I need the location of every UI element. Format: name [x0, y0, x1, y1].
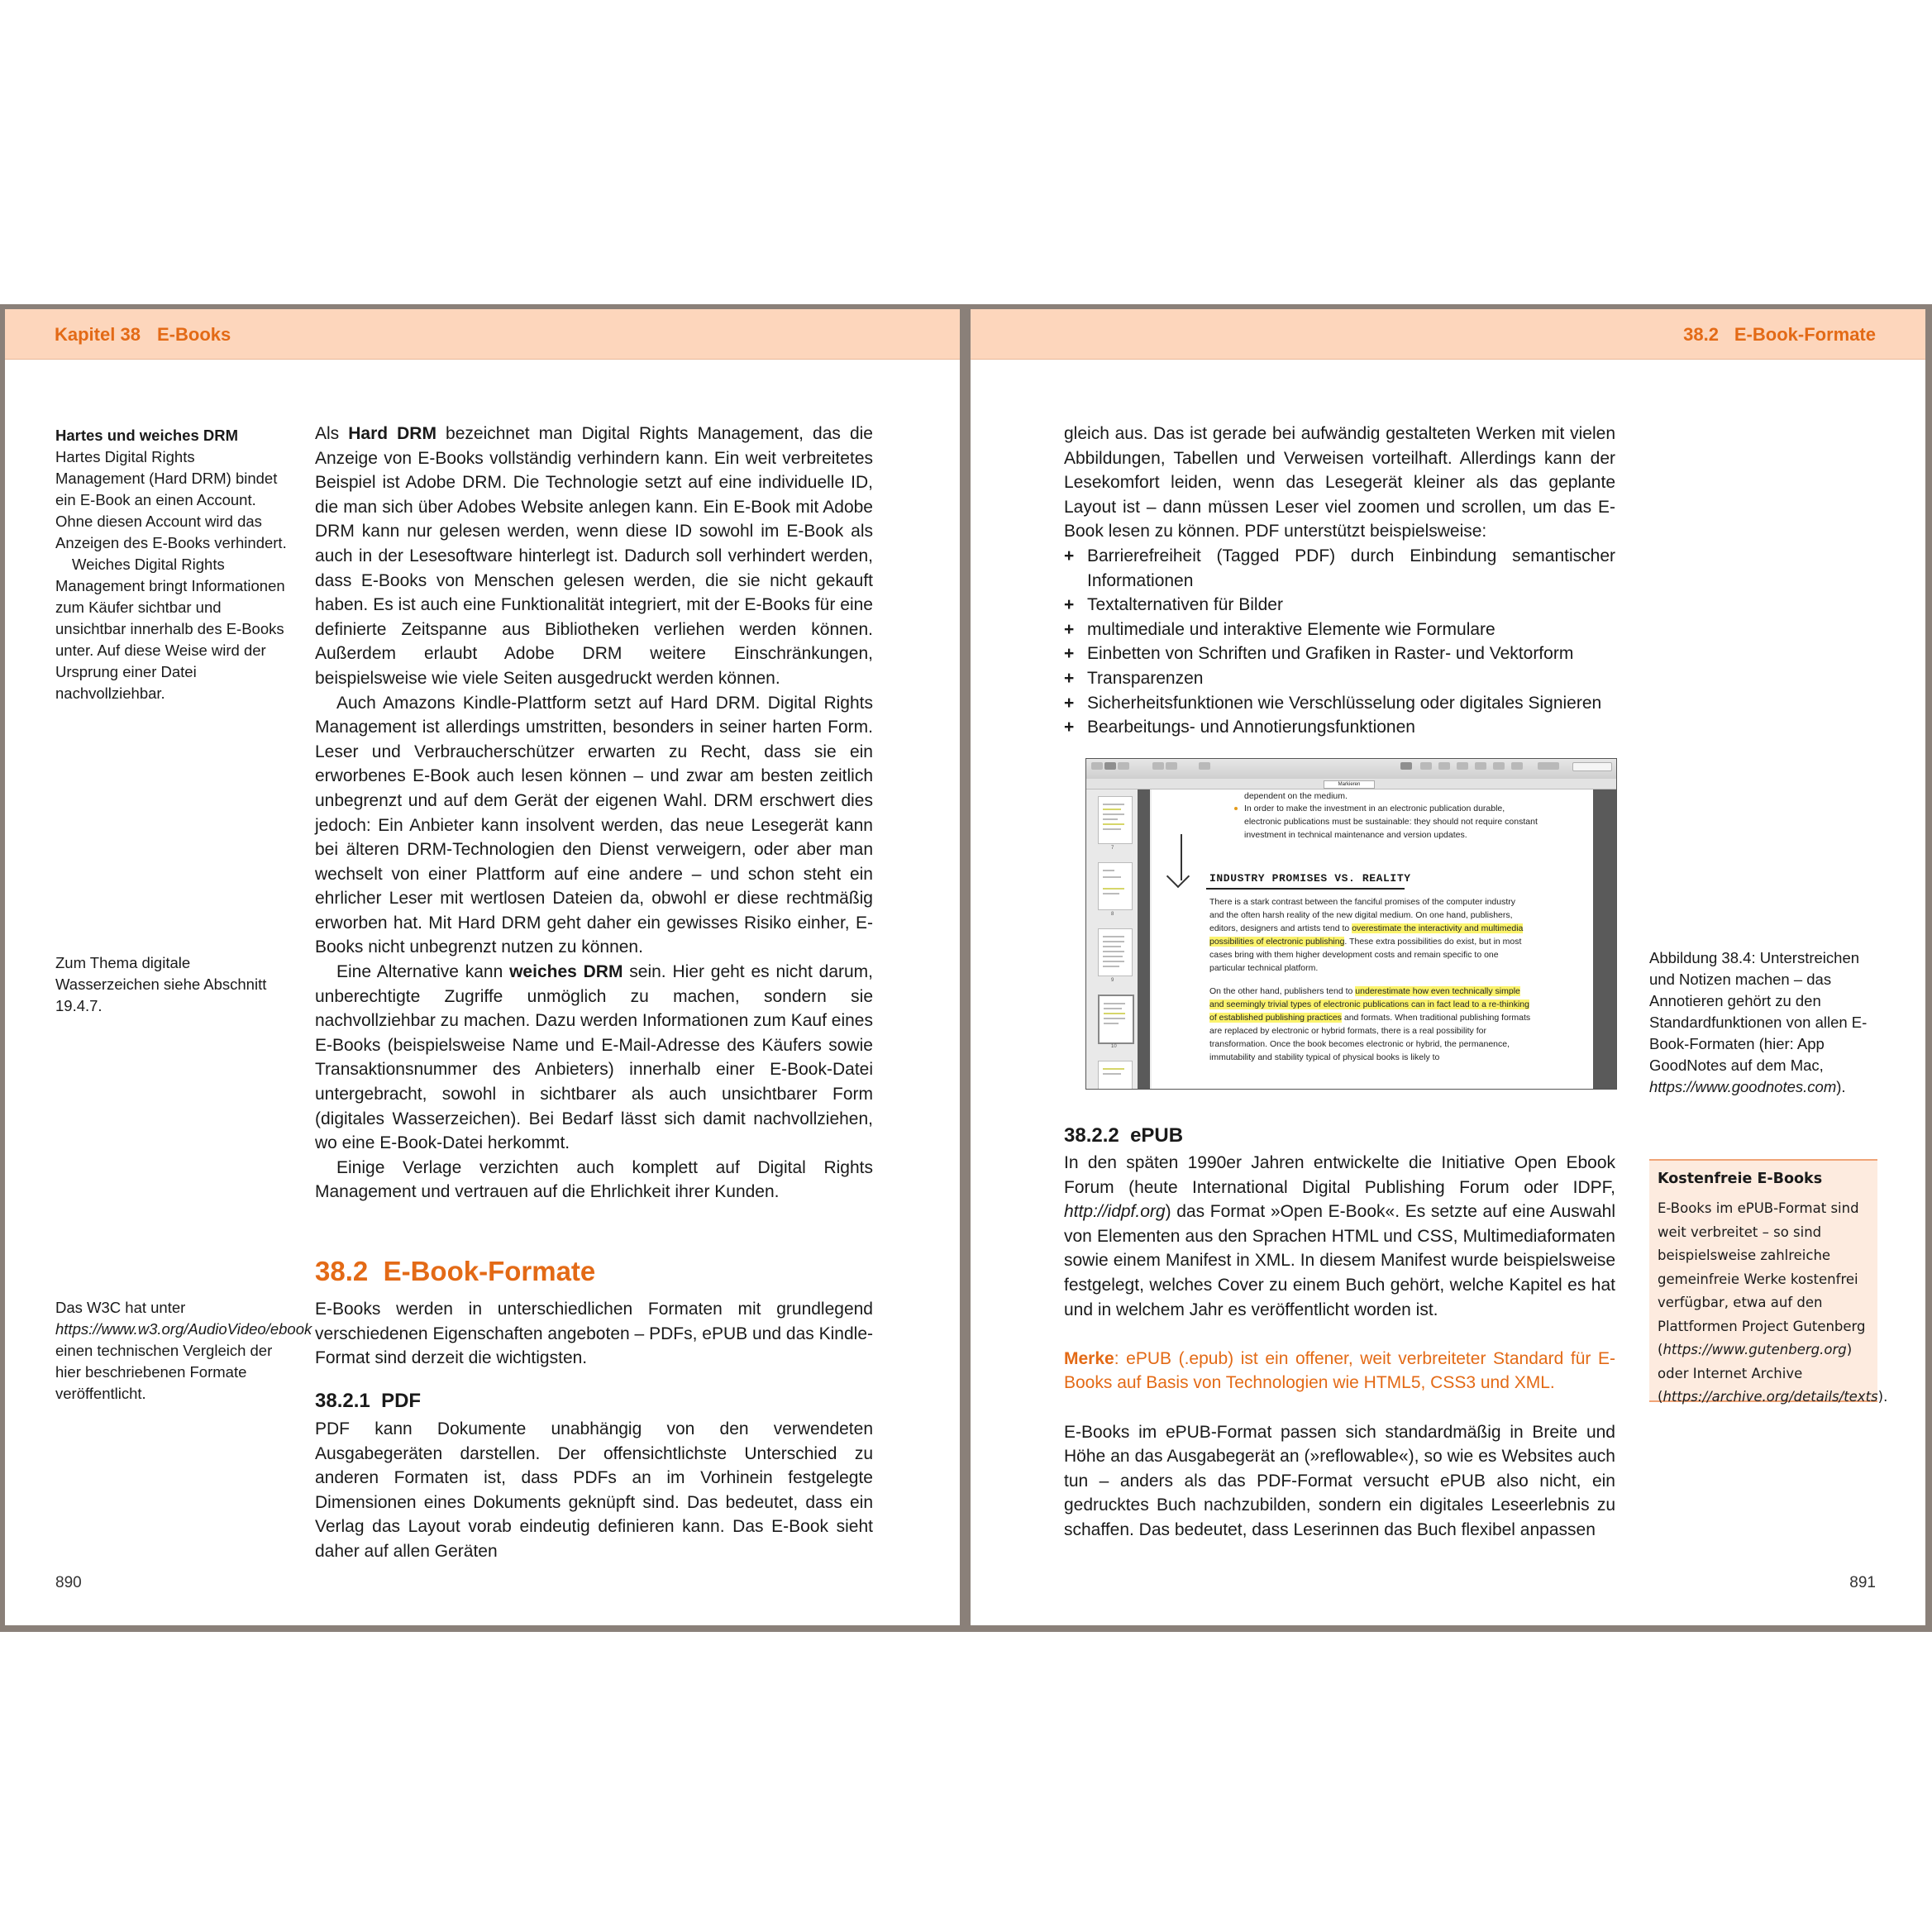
text: In den späten 1990er Jahren entwickelte die Initiative Open Ebook Forum (heute International Digital Publishing Forum oder IDPF,	[1064, 1153, 1615, 1197]
doc-heading: INDUSTRY PROMISES VS. REALITY	[1209, 872, 1411, 885]
paragraph: PDF kann Dokumente unabhängig von den verwendeten Ausgabegeräten darstellen. Der offensichtlichste Unterschied zu anderen Formaten ist, dass PDFs an im Vorhinein festgelegte Dimensionen eines Dokuments geknüpft sind. Das bedeutet, dass ein Verlag das Layout vorab eindeutig definieren kann. Das E-Book sieht daher auf allen Geräten	[315, 1419, 873, 1561]
markup-dropdown: Markieren	[1324, 780, 1375, 789]
section-number: 38.2	[1683, 324, 1719, 345]
margin-note-text: Zum Thema digitale Wasserzeichen siehe Abschnitt 19.4.7.	[55, 954, 267, 1014]
idpf-link[interactable]: http://idpf.org	[1064, 1202, 1166, 1222]
page-thumbnail-selected	[1098, 995, 1134, 1044]
list-item: + Textalternativen für Bilder	[1064, 593, 1615, 618]
right-page	[971, 309, 1925, 1625]
zoom-in-icon	[1166, 762, 1177, 770]
text: ) das Format »Open E-Book«. Es setzte auf eine Auswahl von Elementen aus den Sprachen HTML und CSS, Multimediaformaten sowie einem Manifest in XML. In diesem Manifest wurde beispielsweise festgelegt, welches Cover zu einem Buch gehört, welche Kapitel es hat und in welchem Jahr es veröffentlicht worden ist.	[1064, 1202, 1615, 1319]
archive-link[interactable]: https://archive.org/details/texts	[1662, 1389, 1878, 1405]
subsection-number: 38.2.2	[1064, 1124, 1119, 1147]
running-header-right	[971, 309, 1925, 360]
chapter-number: Kapitel 38	[55, 324, 141, 345]
term-hard-drm: Hard DRM	[348, 424, 436, 443]
text-icon	[1438, 762, 1450, 770]
pdf-text	[315, 1417, 873, 1564]
subsection-number: 38.2.1	[315, 1390, 370, 1412]
section-heading	[315, 1256, 595, 1287]
highlighted-text[interactable]: overestimate the interactivity and multimedia possibilities of electronic publishing	[1209, 923, 1524, 947]
doc-text: On the other hand, publishers tend to	[1209, 986, 1356, 996]
edit-pen-icon	[1511, 762, 1523, 770]
term-soft-drm: weiches DRM	[509, 962, 623, 982]
share-icon	[1538, 762, 1559, 770]
margin-note-text: Hartes Digital Rights Management (Hard DRM) bindet ein E-Book an einen Account. Ohne diesen Account wird das Anzeigen des E-Books verhindert.	[55, 448, 287, 551]
text: Als	[315, 424, 349, 443]
text: sein. Hier geht es nicht darum, unberechtigte Zugriffe unmöglich zu machen, sondern sie nachvollziehbar zu machen. Dazu werden Informationen zum Kauf eines E-Books (beispielsweise Name und E-Mail-Adresse des Käufers sowie Transaktionsnummer des Anbieters) innerhalb einer E-Book-Datei untergebracht, sowohl in sichtbarer als auch unsichtbarer Form (digitales Wasserzeichen). Bei Bedarf lässt sich damit nachvollziehen, wo eine E-Book-Datei herkommt.	[315, 962, 873, 1153]
section-number: 38.2	[315, 1256, 369, 1286]
view-icon	[1104, 762, 1116, 770]
figure-caption	[1649, 947, 1881, 1098]
caption-text: Abbildung 38.4: Unterstreichen und Notizen machen – das Annotieren gehört zu den Standardfunktionen von allen E-Book-Formaten (hier: App GoodNotes auf dem Mac,	[1649, 949, 1868, 1074]
edit-icon	[1420, 762, 1432, 770]
highlight-icon	[1400, 762, 1412, 770]
list-item: + Einbetten von Schriften und Grafiken in Raster- und Vektorform	[1064, 642, 1615, 666]
text: bezeichnet man Digital Rights Management, das die Anzeige von E-Books vollständig verhindern kann. Ein weit verbreitetes Beispiel ist Adobe DRM. Die Technologie setzt auf eine individuelle ID, die man sich über Adobes Website anlegen kann. Ein E-Book mit Adobe DRM kann nur gelesen werden, wenn diese ID sowohl im E-Book als auch in der Lesesoftware hinterlegt ist. Dadurch soll verhindert werden, dass E-Books von Menschen gelesen werden, die sie nicht gekauft haben. Es ist auch eine Funktionalität integriert, mit der E-Books für eine definierte Zeitspanne aus Bibliotheken verliehen werden können. Außerdem erlaubt Adobe DRM weitere Einschränkungen, beispielsweise wie viele Seiten ausgedruckt werden können.	[315, 424, 873, 688]
info-text: E-Books im ePUB-Format sind weit verbreitet – so sind beispielsweise zahlreiche gemeinfreie Werke kostenfrei verfügbar, etwa auf den Plattformen Project Gutenberg (	[1658, 1200, 1866, 1357]
doc-paragraph	[1209, 895, 1532, 975]
list-item: + Bearbeitungs- und Annotierungsfunktionen	[1064, 715, 1615, 740]
shape-icon	[1457, 762, 1468, 770]
paragraph: E-Books im ePUB-Format passen sich standardmäßig in Breite und Höhe an das Ausgabegerät an (»reflowable«), so wie es Websites auch tun – anders als das PDF-Format versucht ePUB also nicht, ein gedrucktes Buch nachzubilden, sondern ein digitales Leseerlebnis zu schaffen. Das bedeutet, dass Leserinnen das Buch flexibel anpassen	[1064, 1422, 1615, 1539]
section-title: E-Book-Formate	[383, 1256, 596, 1286]
info-box-title: Kostenfreie E-Books	[1658, 1171, 1823, 1187]
list-item: + Barrierefreiheit (Tagged PDF) durch Einbindung semantischer Informationen	[1064, 544, 1615, 593]
thumbnail-number: 10	[1111, 1044, 1117, 1049]
chapter-title: E-Books	[157, 324, 231, 345]
figure-screenshot	[1085, 758, 1617, 1090]
subsection-heading-epub	[1064, 1124, 1183, 1147]
running-header-left	[5, 309, 960, 360]
bullet-dot	[1234, 807, 1238, 810]
page-thumbnail	[1098, 928, 1133, 976]
doc-text: and formats. When traditional publishing formats are replaced by electronic or hybrid formats, there is a real possibility for transformation. Once the book becomes electronic or hybrid, the permanence, immutability and stability typical of physical books is likely to	[1209, 1013, 1531, 1062]
section-title: E-Book-Formate	[1734, 324, 1876, 345]
subsection-heading-pdf	[315, 1390, 421, 1413]
info-box-text	[1658, 1197, 1888, 1410]
highlighted-text[interactable]: underestimate how even technically simple and seemingly trivial types of electronic publications can in fact lead to a re-thinking of established publishing practices	[1209, 986, 1529, 1023]
margin-note-text: einen technischen Vergleich der hier beschriebenen Formate veröffentlicht.	[55, 1342, 273, 1402]
list-item: + multimediale und interaktive Elemente wie Formulare	[1064, 618, 1615, 642]
subsection-title: PDF	[381, 1390, 422, 1412]
search-field	[1572, 762, 1612, 771]
thumbnail-number: 8	[1111, 912, 1114, 917]
page-thumbnail	[1098, 1061, 1133, 1090]
merke-note	[1064, 1347, 1615, 1395]
gutenberg-link[interactable]: https://www.gutenberg.org	[1662, 1342, 1847, 1357]
doc-paragraph	[1209, 985, 1532, 1064]
pen-icon	[1475, 762, 1486, 770]
thumbnail-number: 9	[1111, 978, 1114, 983]
main-text-drm	[315, 422, 873, 1205]
section-intro	[315, 1297, 873, 1371]
list-item: + Sicherheitsfunktionen wie Verschlüsselung oder digitales Signieren	[1064, 691, 1615, 716]
doc-text: There is a stark contrast between the fanciful promises of the computer industry and the often harsh reality of the new digital medium. On one hand, publishers, editors, designers and artists tend to	[1209, 897, 1516, 933]
merke-text: : ePUB (.epub) ist ein offener, weit verbreiteter Standard für E-Books auf Basis von Technologien wie HTML5, CSS3 und XML.	[1064, 1348, 1615, 1393]
margin-note-w3c	[55, 1297, 312, 1405]
document-page	[1152, 789, 1593, 1089]
info-text: ) oder Internet Archive (	[1658, 1342, 1853, 1405]
page-thumbnail	[1098, 796, 1133, 844]
app-subbar	[1086, 779, 1616, 789]
margin-note-text: Das W3C hat unter	[55, 1299, 186, 1316]
subsection-title: ePUB	[1130, 1124, 1184, 1147]
arrow-head	[1166, 865, 1190, 888]
zoom-out-icon	[1152, 762, 1164, 770]
page-thumbnail	[1098, 862, 1133, 910]
paragraph: Auch Amazons Kindle-Plattform setzt auf Hard DRM. Digital Rights Management ist allerdings umstritten, besonders in seiner harten Form. Leser und Verbraucherschützer erwarten zu Recht, dass sie ein erworbenes E-Book auch lesen können – und zwar am besten zeitlich unbegrenzt und auf dem Gerät der eigenen Wahl. DRM erschwert dies jedoch: Ein Anbieter kann insolvent werden, das neue Lesegerät kann bei älteren DRM-Technologien den Dienst verweigern, oder aber man wechselt von einer Plattform auf eine andere – und schon steht ein ehrlicher Leser mit wertlosen Dateien da, obwohl er diese rechtmäßig erworben hat. Mit Hard DRM geht daher ein gewisses Risiko einher, E-Books nicht unbegrenzt nutzen zu können.	[315, 693, 873, 957]
caption-text: ).	[1836, 1078, 1846, 1095]
thumbnail-number: 7	[1111, 846, 1114, 851]
left-page	[5, 309, 960, 1625]
epub-text	[1064, 1151, 1615, 1543]
goodnotes-link[interactable]: https://www.goodnotes.com	[1649, 1078, 1837, 1095]
book-spread	[0, 304, 1932, 1632]
doc-bullet: dependent on the medium.	[1244, 791, 1348, 801]
pdf-continued	[1064, 422, 1615, 740]
margin-note-text: Weiches Digital Rights Management bringt Informationen zum Käufer sichtbar und unsichtbar innerhalb des E-Books unter. Auf diese Weise wird der Ursprung einer Datei nachvollziehbar.	[55, 556, 285, 702]
margin-note-title: Hartes und weiches DRM	[55, 427, 239, 444]
merke-label: Merke	[1064, 1348, 1114, 1368]
margin-note-watermark	[55, 952, 287, 1017]
page-shadow-right	[1593, 789, 1616, 1089]
insert-icon	[1199, 762, 1210, 770]
page-number: 890	[55, 1574, 82, 1591]
heading-underline	[1206, 888, 1405, 890]
doc-text: . These extra possibilities do exist, but in most cases bring with them higher development costs and remain specific to one particular technical platform.	[1209, 937, 1522, 973]
info-box-free-ebooks	[1649, 1159, 1888, 1405]
margin-note-drm	[55, 425, 287, 704]
doc-bullet: In order to make the investment in an electronic publication durable, electronic publications must be sustainable: they should not require constant investment in technical maintenance and version updates.	[1244, 804, 1538, 840]
marker-icon	[1493, 762, 1505, 770]
grid-icon	[1118, 762, 1129, 770]
paragraph: gleich aus. Das ist gerade bei aufwändig gestalteten Werken mit vielen Abbildungen, Tabellen und Verweisen vorteilhaft. Allerdings kann der Lesekomfort leiden, wenn das Lesegerät kleiner als das geplante Layout ist – dann müssen Leser viel zoomen und scrollen, um das E-Book lesen zu können. PDF unterstützt beispielsweise:	[1064, 424, 1615, 541]
paragraph: E-Books werden in unterschiedlichen Formaten mit grundlegend verschiedenen Eigenschaften angeboten – PDFs, ePUB und das Kindle-Format sind derzeit die wichtigsten.	[315, 1300, 873, 1368]
pdf-feature-list	[1064, 544, 1615, 740]
page-number: 891	[1849, 1574, 1876, 1591]
w3c-link[interactable]: https://www.w3.org/AudioVideo/ebook	[55, 1320, 312, 1338]
info-text: ).	[1877, 1389, 1888, 1405]
app-toolbar	[1086, 759, 1616, 780]
page-shadow-left	[1138, 789, 1150, 1089]
list-item: + Transparenzen	[1064, 666, 1615, 691]
library-icon	[1091, 762, 1103, 770]
paragraph: Einige Verlage verzichten auch komplett auf Digital Rights Management und vertrauen auf die Ehrlichkeit ihrer Kunden.	[315, 1157, 873, 1202]
text: Eine Alternative kann	[336, 962, 510, 982]
